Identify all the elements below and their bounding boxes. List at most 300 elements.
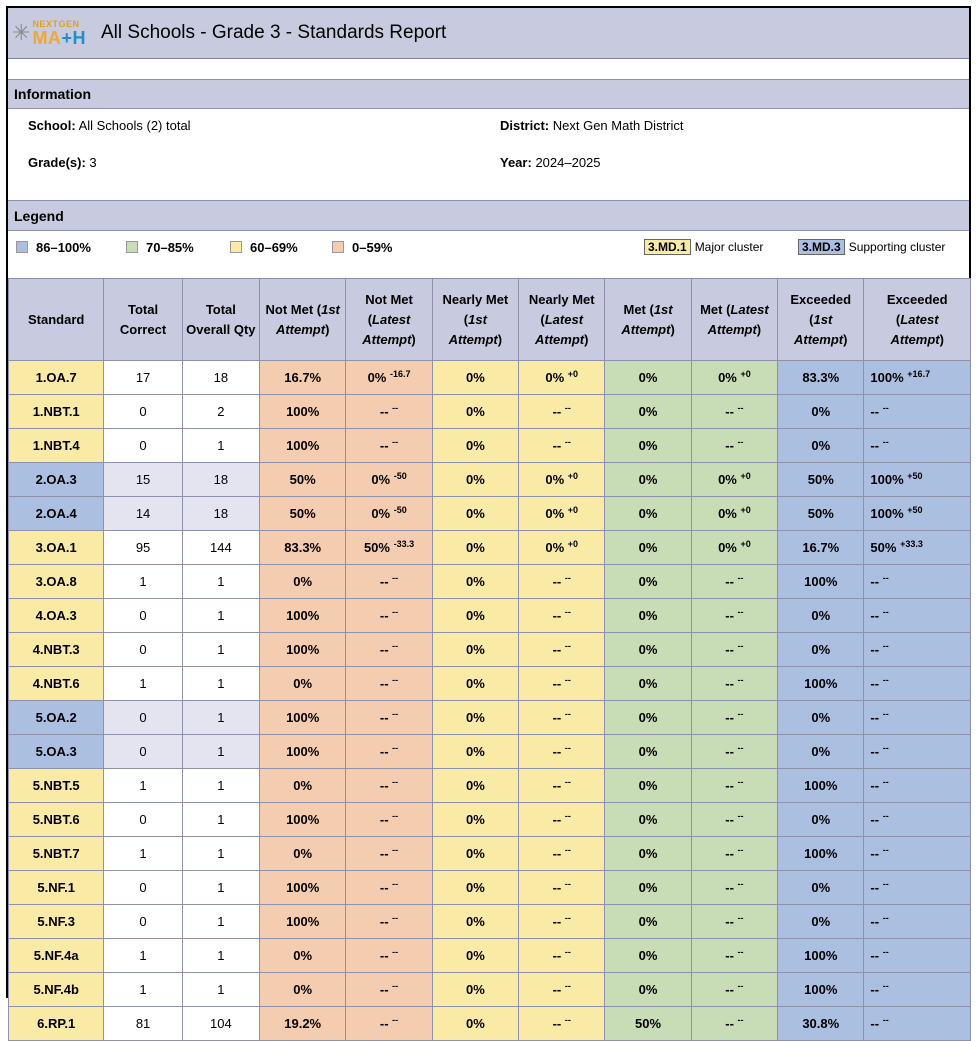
change-value: -- [392,607,399,617]
nearly-met-first-cell: 0% [432,973,518,1007]
total-correct-cell: 17 [104,361,182,395]
legend-range-1: 70–85% [126,240,230,255]
exceeded-first-cell: 0% [778,735,864,769]
change-value: -- [882,709,889,719]
met-latest-cell: -- -- [691,1007,777,1041]
met-latest-cell: -- -- [691,395,777,429]
column-header: Nearly Met (Latest Attempt) [519,279,605,361]
change-value: -- [392,641,399,651]
grade-label: Grade(s): [28,155,86,170]
nearly-met-first-cell: 0% [432,497,518,531]
change-value: -- [392,709,399,719]
change-value: -- [564,709,571,719]
nearly-met-latest-cell: -- -- [519,633,605,667]
not-met-first-cell: 100% [260,701,346,735]
change-value: +0 [567,505,579,515]
total-qty-cell: 1 [182,701,259,735]
total-qty-cell: 1 [182,769,259,803]
change-value: -- [737,709,744,719]
exceeded-latest-cell: 100% $^{+50}$ [864,463,971,497]
nearly-met-latest-cell: -- -- [519,905,605,939]
nearly-met-latest-cell: -- -- [519,803,605,837]
table-row [9,939,971,973]
nearly-met-latest-cell: -- -- [519,837,605,871]
nearly-met-latest-cell: -- -- [519,871,605,905]
met-first-cell: 0% [605,429,691,463]
met-latest-cell: 0% $^{+0}$ [691,531,777,565]
not-met-latest-cell: 50% $^{-33.3}$ [346,531,432,565]
change-value: +50 [907,505,923,515]
legend-range-2: 60–69% [230,240,332,255]
nextgen-math-logo [12,13,99,53]
change-value: -- [737,573,744,583]
nearly-met-first-cell: 0% [432,429,518,463]
total-correct-cell: 0 [104,633,182,667]
nearly-met-first-cell: 0% [432,361,518,395]
table-row [9,803,971,837]
total-correct-cell: 0 [104,905,182,939]
met-latest-cell: 0% $^{+0}$ [691,361,777,395]
change-value: -- [564,947,571,957]
met-first-cell: 0% [605,565,691,599]
nearly-met-latest-cell: -- -- [519,973,605,1007]
total-qty-cell: 1 [182,599,259,633]
exceeded-first-cell: 100% [778,565,864,599]
table-row [9,871,971,905]
standard-cell: 5.NBT.5 [9,769,104,803]
grade-value: 3 [89,155,97,170]
total-correct-cell: 1 [104,565,182,599]
change-value: -- [564,811,571,821]
total-qty-cell: 1 [182,565,259,599]
nearly-met-latest-cell: 0% $^{+0}$ [519,463,605,497]
change-value: -- [737,879,744,889]
exceeded-latest-cell: -- -- [864,939,971,973]
standard-cell: 4.NBT.3 [9,633,104,667]
total-correct-cell: 0 [104,871,182,905]
nearly-met-first-cell: 0% [432,667,518,701]
standard-cell: 3.OA.8 [9,565,104,599]
met-first-cell: 0% [605,701,691,735]
total-qty-cell: 104 [182,1007,259,1041]
not-met-first-cell: 100% [260,735,346,769]
total-correct-cell: 15 [104,463,182,497]
not-met-first-cell: 0% [260,837,346,871]
not-met-latest-cell: -- -- [346,701,432,735]
standard-cell: 5.OA.2 [9,701,104,735]
change-value: -- [392,913,399,923]
not-met-latest-cell: -- -- [346,803,432,837]
met-first-cell: 0% [605,871,691,905]
legend-swatch [230,241,242,253]
total-qty-cell: 1 [182,973,259,1007]
not-met-latest-cell: -- -- [346,1007,432,1041]
met-latest-cell: -- -- [691,565,777,599]
total-qty-cell: 1 [182,429,259,463]
exceeded-first-cell: 100% [778,667,864,701]
exceeded-first-cell: 50% [778,463,864,497]
nearly-met-first-cell: 0% [432,531,518,565]
exceeded-latest-cell: -- -- [864,871,971,905]
change-value: -- [882,811,889,821]
legend-swatch [126,241,138,253]
not-met-first-cell: 0% [260,565,346,599]
change-value: -- [737,947,744,957]
not-met-latest-cell: -- -- [346,735,432,769]
not-met-latest-cell: 0% $^{-50}$ [346,497,432,531]
standard-cell: 2.OA.3 [9,463,104,497]
not-met-latest-cell: 0% $^{-16.7}$ [346,361,432,395]
total-qty-cell: 2 [182,395,259,429]
table-row [9,973,971,1007]
change-value: -33.3 [393,539,415,549]
legend-range-0: 86–100% [16,240,126,255]
change-value: -- [737,607,744,617]
nearly-met-first-cell: 0% [432,1007,518,1041]
standard-cell: 2.OA.4 [9,497,104,531]
legend [8,231,969,263]
not-met-latest-cell: -- -- [346,939,432,973]
change-value: -- [392,573,399,583]
change-value: -- [564,573,571,583]
table-row [9,633,971,667]
change-value: -- [564,675,571,685]
change-value: -- [392,845,399,855]
not-met-latest-cell: -- -- [346,395,432,429]
nearly-met-first-cell: 0% [432,939,518,973]
legend-supporting-cluster: 3.MD.3 Supporting cluster [798,239,945,255]
not-met-latest-cell: -- -- [346,905,432,939]
change-value: -50 [393,471,407,481]
change-value: +16.7 [907,369,931,379]
nearly-met-latest-cell: -- -- [519,769,605,803]
change-value: -- [737,743,744,753]
met-first-cell: 0% [605,497,691,531]
table-row [9,463,971,497]
change-value: -- [737,675,744,685]
column-header: Nearly Met (1st Attempt) [432,279,518,361]
change-value: -- [737,913,744,923]
total-correct-cell: 0 [104,701,182,735]
change-value: -- [392,743,399,753]
exceeded-first-cell: 0% [778,599,864,633]
exceeded-first-cell: 100% [778,939,864,973]
nearly-met-first-cell: 0% [432,837,518,871]
nearly-met-first-cell: 0% [432,463,518,497]
total-correct-cell: 1 [104,667,182,701]
met-first-cell: 0% [605,769,691,803]
nearly-met-first-cell: 0% [432,735,518,769]
change-value: -- [392,811,399,821]
standards-report [6,6,971,1031]
column-header: Met (1st Attempt) [605,279,691,361]
nearly-met-latest-cell: -- -- [519,565,605,599]
nearly-met-latest-cell: -- -- [519,395,605,429]
standard-cell: 1.NBT.1 [9,395,104,429]
exceeded-latest-cell: -- -- [864,735,971,769]
change-value: -- [564,777,571,787]
change-value: -- [737,777,744,787]
nearly-met-first-cell: 0% [432,599,518,633]
not-met-first-cell: 50% [260,497,346,531]
exceeded-first-cell: 83.3% [778,361,864,395]
change-value: -- [564,641,571,651]
not-met-latest-cell: -- -- [346,973,432,1007]
nearly-met-latest-cell: -- -- [519,1007,605,1041]
met-first-cell: 50% [605,1007,691,1041]
column-header: Total Correct [104,279,182,361]
change-value: -- [882,913,889,923]
nearly-met-latest-cell: 0% $^{+0}$ [519,497,605,531]
nearly-met-first-cell: 0% [432,803,518,837]
not-met-latest-cell: -- -- [346,769,432,803]
change-value: +0 [740,539,751,549]
exceeded-latest-cell: -- -- [864,701,971,735]
total-correct-cell: 0 [104,429,182,463]
school-value: All Schools (2) total [78,118,191,133]
exceeded-latest-cell: -- -- [864,1007,971,1041]
change-value: -- [882,403,889,413]
standard-cell: 5.NF.1 [9,871,104,905]
change-value: -- [564,879,571,889]
change-value: -- [882,947,889,957]
met-first-cell: 0% [605,735,691,769]
met-latest-cell: -- -- [691,429,777,463]
standard-cell: 5.NF.3 [9,905,104,939]
not-met-first-cell: 100% [260,871,346,905]
change-value: -- [392,981,399,991]
change-value: -- [564,607,571,617]
total-qty-cell: 1 [182,667,259,701]
met-latest-cell: -- -- [691,769,777,803]
logo-bottom-text-b: +H [61,27,86,48]
change-value: -- [737,811,744,821]
standard-cell: 5.NF.4b [9,973,104,1007]
table-row [9,769,971,803]
total-correct-cell: 0 [104,735,182,769]
change-value: +0 [567,471,579,481]
exceeded-latest-cell: -- -- [864,667,971,701]
total-qty-cell: 18 [182,361,259,395]
nearly-met-first-cell: 0% [432,565,518,599]
met-first-cell: 0% [605,633,691,667]
not-met-first-cell: 100% [260,395,346,429]
standards-table [8,278,971,1041]
standard-cell: 5.NBT.6 [9,803,104,837]
total-correct-cell: 95 [104,531,182,565]
change-value: -16.7 [389,369,411,379]
exceeded-latest-cell: -- -- [864,905,971,939]
exceeded-latest-cell: 100% $^{+16.7}$ [864,361,971,395]
nearly-met-first-cell: 0% [432,871,518,905]
standard-cell: 5.OA.3 [9,735,104,769]
table-row [9,667,971,701]
exceeded-latest-cell: -- -- [864,429,971,463]
met-latest-cell: -- -- [691,667,777,701]
change-value: -- [737,641,744,651]
information-heading: Information [8,79,969,109]
change-value: -- [392,403,399,413]
exceeded-latest-cell: -- -- [864,769,971,803]
total-qty-cell: 1 [182,905,259,939]
change-value: -- [392,1015,399,1025]
exceeded-first-cell: 0% [778,803,864,837]
change-value: -- [392,879,399,889]
column-header: Met (Latest Attempt) [691,279,777,361]
table-row [9,395,971,429]
exceeded-first-cell: 0% [778,395,864,429]
total-correct-cell: 1 [104,769,182,803]
not-met-first-cell: 16.7% [260,361,346,395]
total-qty-cell: 1 [182,939,259,973]
legend-swatch [16,241,28,253]
title-bar [8,8,969,59]
page-title: All Schools - Grade 3 - Standards Report [101,22,447,43]
nearly-met-first-cell: 0% [432,395,518,429]
total-qty-cell: 1 [182,837,259,871]
not-met-first-cell: 0% [260,939,346,973]
total-correct-cell: 1 [104,837,182,871]
table-header-row [9,279,971,361]
not-met-first-cell: 19.2% [260,1007,346,1041]
nearly-met-latest-cell: 0% $^{+0}$ [519,361,605,395]
change-value: -- [882,641,889,651]
total-qty-cell: 1 [182,735,259,769]
not-met-latest-cell: -- -- [346,429,432,463]
standard-cell: 4.OA.3 [9,599,104,633]
change-value: -- [737,1015,744,1025]
legend-range-3: 0–59% [332,240,644,255]
standard-cell: 1.OA.7 [9,361,104,395]
exceeded-first-cell: 100% [778,973,864,1007]
exceeded-latest-cell: 50% $^{+33.3}$ [864,531,971,565]
standard-cell: 5.NBT.7 [9,837,104,871]
change-value: -- [737,981,744,991]
change-value: -- [882,879,889,889]
met-first-cell: 0% [605,531,691,565]
change-value: -- [564,981,571,991]
table-row [9,837,971,871]
exceeded-first-cell: 0% [778,633,864,667]
met-first-cell: 0% [605,667,691,701]
change-value: +50 [907,471,923,481]
exceeded-first-cell: 100% [778,769,864,803]
column-header: Not Met (1st Attempt) [260,279,346,361]
nearly-met-first-cell: 0% [432,701,518,735]
met-latest-cell: -- -- [691,701,777,735]
exceeded-latest-cell: -- -- [864,395,971,429]
not-met-first-cell: 50% [260,463,346,497]
total-correct-cell: 0 [104,803,182,837]
met-first-cell: 0% [605,939,691,973]
met-latest-cell: -- -- [691,735,777,769]
exceeded-latest-cell: -- -- [864,565,971,599]
not-met-latest-cell: -- -- [346,565,432,599]
table-row [9,1007,971,1041]
table-row [9,735,971,769]
met-first-cell: 0% [605,973,691,1007]
exceeded-first-cell: 16.7% [778,531,864,565]
nearly-met-latest-cell: -- -- [519,429,605,463]
standard-cell: 6.RP.1 [9,1007,104,1041]
logo-bottom-text-a: MA [32,27,62,48]
met-first-cell: 0% [605,837,691,871]
change-value: -- [882,777,889,787]
met-latest-cell: 0% $^{+0}$ [691,497,777,531]
table-row [9,701,971,735]
met-latest-cell: -- -- [691,939,777,973]
column-header: Exceeded (Latest Attempt) [864,279,971,361]
total-correct-cell: 1 [104,973,182,1007]
total-qty-cell: 1 [182,633,259,667]
total-correct-cell: 81 [104,1007,182,1041]
exceeded-first-cell: 100% [778,837,864,871]
not-met-first-cell: 100% [260,803,346,837]
met-latest-cell: -- -- [691,837,777,871]
table-row [9,565,971,599]
nearly-met-latest-cell: -- -- [519,667,605,701]
exceeded-first-cell: 30.8% [778,1007,864,1041]
not-met-latest-cell: -- -- [346,837,432,871]
total-correct-cell: 14 [104,497,182,531]
nearly-met-first-cell: 0% [432,633,518,667]
legend-swatch [332,241,344,253]
change-value: +0 [740,471,751,481]
not-met-first-cell: 100% [260,633,346,667]
total-qty-cell: 18 [182,497,259,531]
column-header: Exceeded (1st Attempt) [778,279,864,361]
total-qty-cell: 144 [182,531,259,565]
nearly-met-first-cell: 0% [432,905,518,939]
district-label: District: [500,118,550,133]
column-header: Total Overall Qty [182,279,259,361]
column-header: Not Met (Latest Attempt) [346,279,432,361]
gear-icon: ✳ [12,20,31,45]
met-latest-cell: -- -- [691,905,777,939]
met-latest-cell: -- -- [691,973,777,1007]
change-value: +0 [567,539,579,549]
table-row [9,905,971,939]
table-row [9,361,971,395]
met-latest-cell: -- -- [691,599,777,633]
information-section [8,107,969,181]
exceeded-first-cell: 0% [778,701,864,735]
exceeded-first-cell: 50% [778,497,864,531]
standard-cell: 4.NBT.6 [9,667,104,701]
exceeded-first-cell: 0% [778,871,864,905]
logo-top-text: NEXTGEN [32,18,80,29]
change-value: +0 [740,369,751,379]
change-value: -- [737,403,744,413]
change-value: -- [882,607,889,617]
change-value: -- [564,437,571,447]
change-value: -- [882,981,889,991]
change-value: -- [882,437,889,447]
met-latest-cell: 0% $^{+0}$ [691,463,777,497]
total-correct-cell: 0 [104,395,182,429]
not-met-first-cell: 100% [260,599,346,633]
not-met-first-cell: 0% [260,667,346,701]
change-value: -- [564,1015,571,1025]
legend-major-cluster: 3.MD.1 Major cluster [644,239,798,255]
not-met-latest-cell: -- -- [346,871,432,905]
change-value: -- [882,675,889,685]
table-row [9,429,971,463]
change-value: +33.3 [900,539,923,549]
change-value: -- [882,1015,889,1025]
not-met-latest-cell: -- -- [346,667,432,701]
not-met-first-cell: 83.3% [260,531,346,565]
